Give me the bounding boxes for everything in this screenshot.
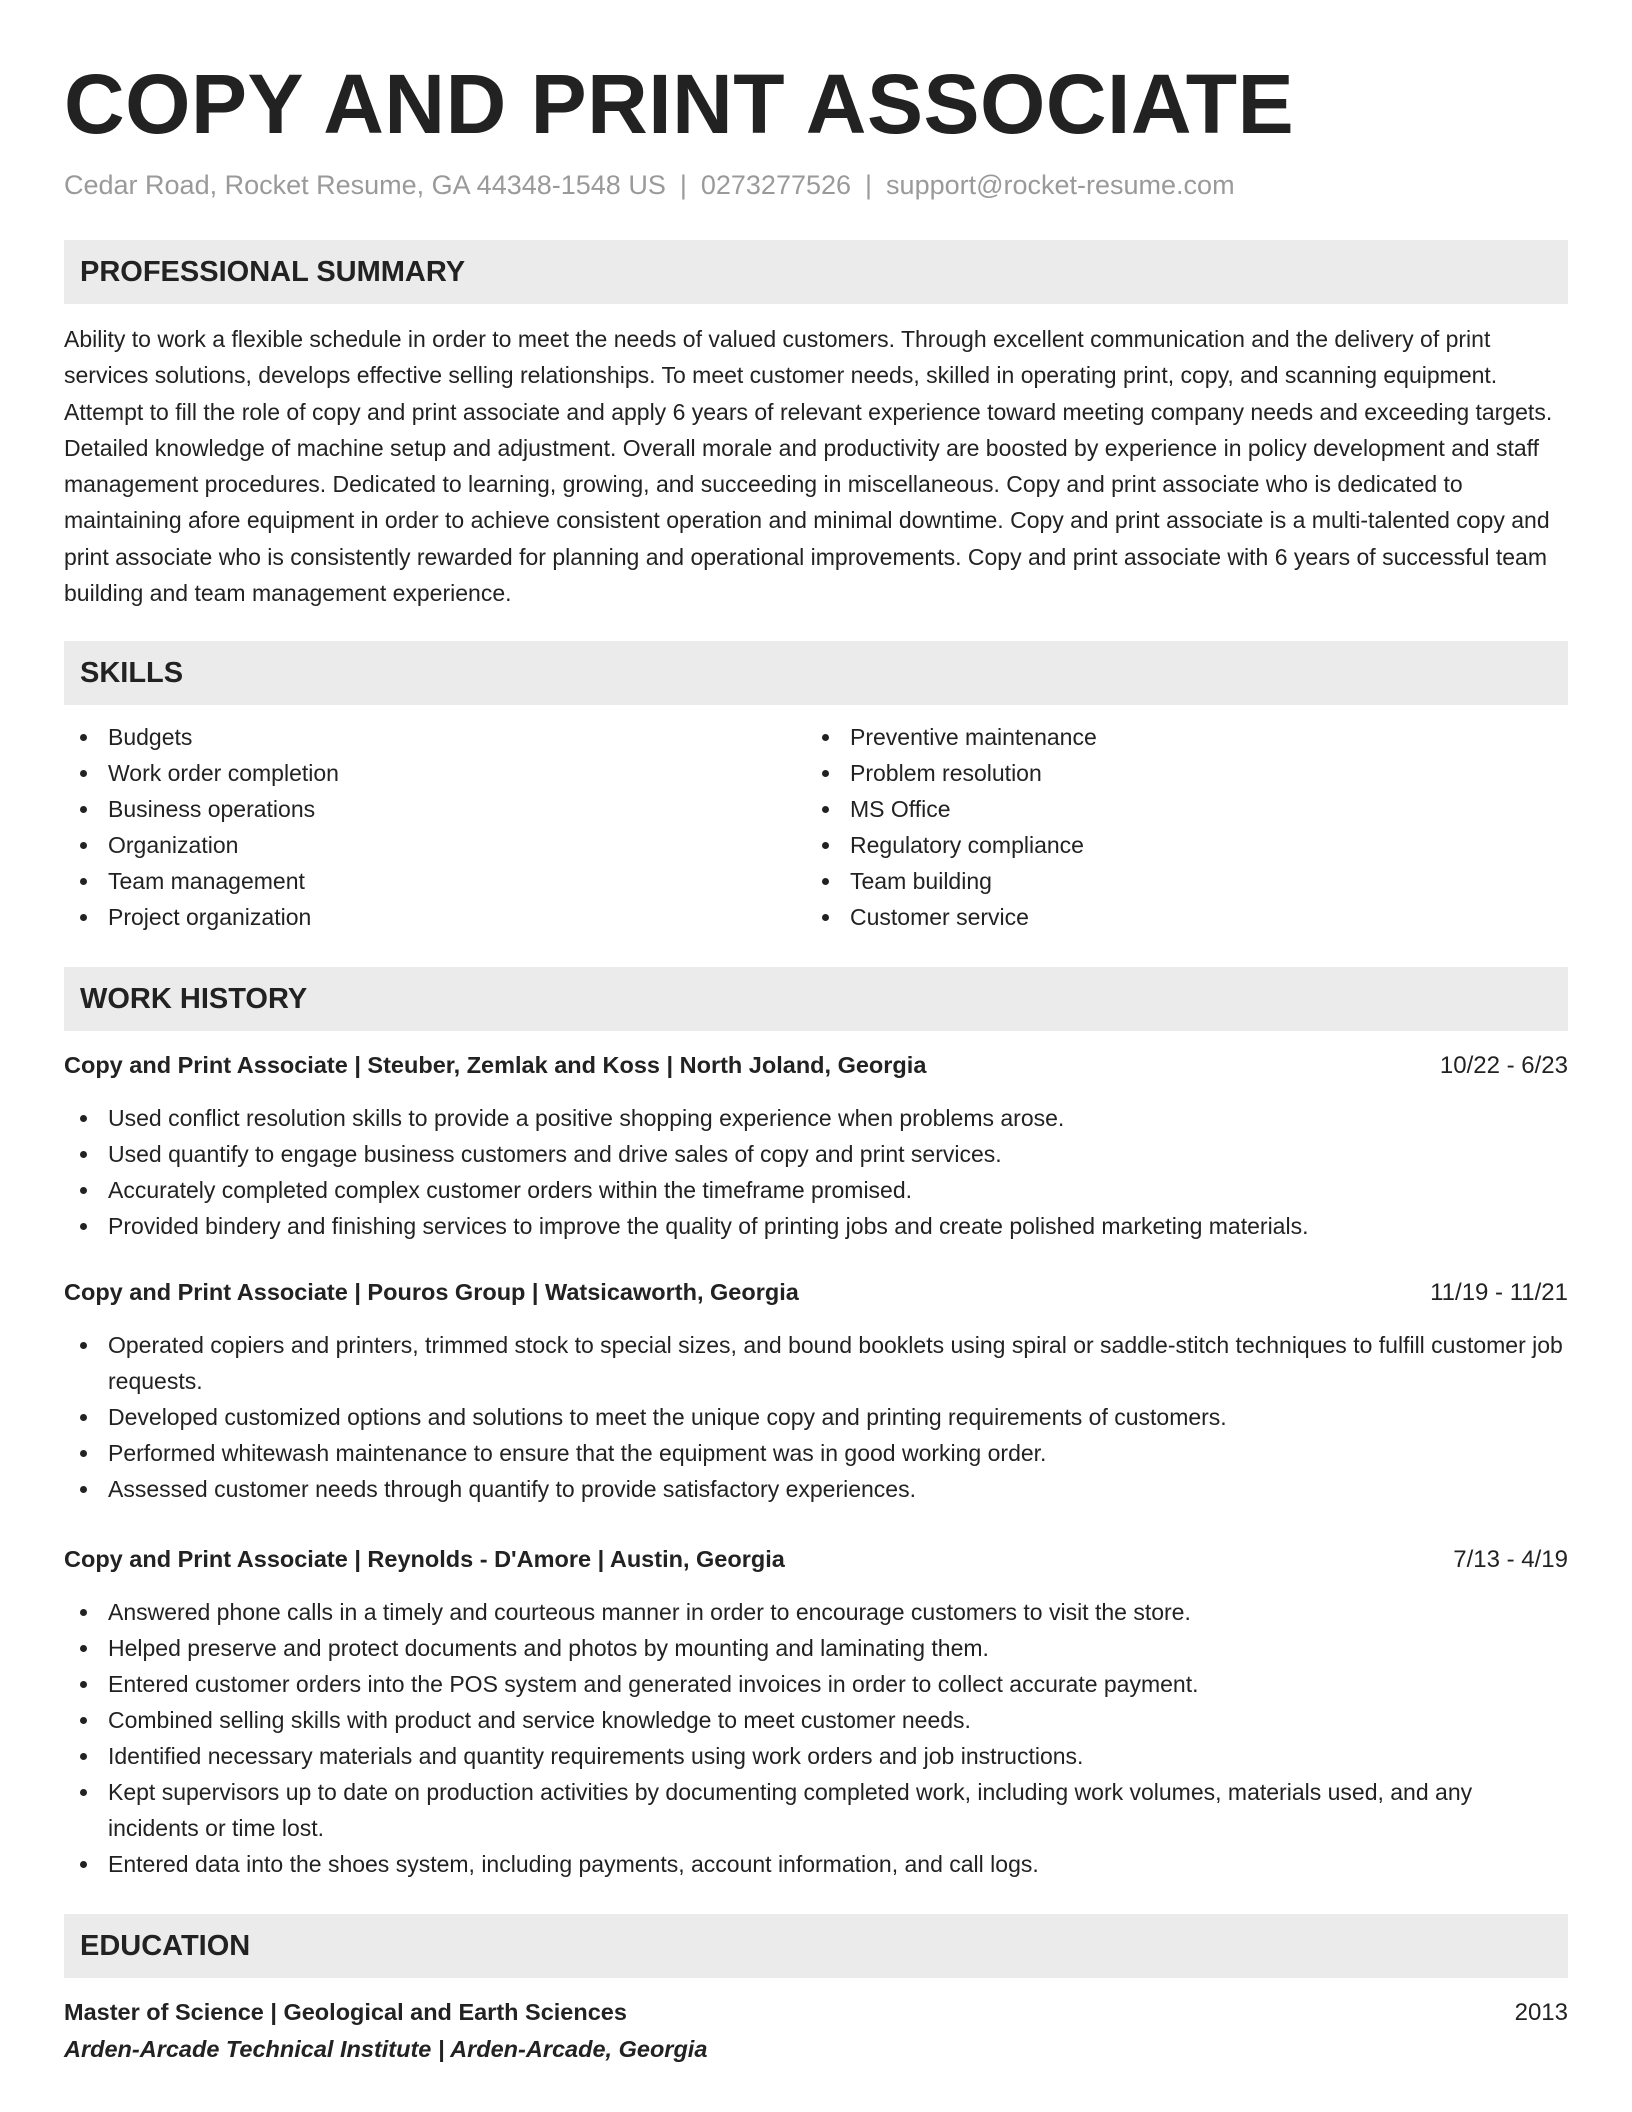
list-item: Entered customer orders into the POS system and generated invoices in order to collect accurate payment.	[64, 1666, 1568, 1702]
list-item: Team building	[806, 863, 1568, 899]
job-entry	[64, 1047, 1568, 1244]
list-item: Preventive maintenance	[806, 719, 1568, 755]
list-item: Organization	[64, 827, 806, 863]
list-item: Operated copiers and printers, trimmed stock to special sizes, and bound booklets using spiral or saddle-stitch techniques to fulfill customer job requests.	[64, 1327, 1568, 1399]
job-header	[64, 1274, 1568, 1311]
list-item: Answered phone calls in a timely and courteous manner in order to encourage customers to visit the store.	[64, 1594, 1568, 1630]
job-dates: 11/19 - 11/21	[1430, 1279, 1568, 1307]
list-item: Accurately completed complex customer orders within the timeframe promised.	[64, 1172, 1568, 1208]
list-item: Developed customized options and solutions to meet the unique copy and printing requirements of customers.	[64, 1399, 1568, 1435]
job-dates: 7/13 - 4/19	[1453, 1546, 1568, 1574]
education-year: 2013	[1514, 1999, 1568, 2027]
list-item: Problem resolution	[806, 755, 1568, 791]
list-item: Team management	[64, 863, 806, 899]
job-entry	[64, 1274, 1568, 1507]
job-bullets	[64, 1594, 1568, 1882]
list-item: Used conflict resolution skills to provide a positive shopping experience when problems arose.	[64, 1100, 1568, 1136]
job-title: Copy and Print Associate | Steuber, Zemlak and Koss | North Joland, Georgia	[64, 1052, 927, 1079]
work-heading: WORK HISTORY	[64, 967, 1568, 1031]
contact-separator: |	[679, 170, 687, 200]
job-bullets	[64, 1100, 1568, 1244]
list-item: Budgets	[64, 719, 806, 755]
list-item: Helped preserve and protect documents and photos by mounting and laminating them.	[64, 1630, 1568, 1666]
list-item: Identified necessary materials and quantity requirements using work orders and job instructions.	[64, 1738, 1568, 1774]
list-item: MS Office	[806, 791, 1568, 827]
job-dates: 10/22 - 6/23	[1439, 1052, 1568, 1080]
education-degree: Master of Science | Geological and Earth Sciences	[64, 1999, 627, 2026]
summary-heading: PROFESSIONAL SUMMARY	[64, 240, 1568, 304]
list-item: Business operations	[64, 791, 806, 827]
skills-column-right	[806, 719, 1568, 935]
list-item: Project organization	[64, 899, 806, 935]
contact-email: support@rocket-resume.com	[886, 170, 1235, 200]
skills-column-left	[64, 719, 806, 935]
summary-text: Ability to work a flexible schedule in order to meet the needs of valued customers. Through excellent communication and the delivery of print services solutions, develops effective selling relationships. To meet customer needs, skilled in operating print, copy, and scanning equipment. Attempt to fill the role of copy and print associate and apply 6 years of relevant experience toward meeting company needs and exceeding targets. Detailed knowledge of machine setup and adjustment. Overall morale and productivity are boosted by experience in policy development and staff management procedures. Dedicated to learning, growing, and succeeding in miscellaneous. Copy and print associate who is dedicated to maintaining afore equipment in order to achieve consistent operation and minimal downtime. Copy and print associate is a multi-talented copy and print associate who is consistently rewarded for planning and operational improvements. Copy and print associate with 6 years of successful team building and team management experience.	[64, 326, 1553, 607]
list-item: Performed whitewash maintenance to ensure that the equipment was in good working order.	[64, 1435, 1568, 1471]
list-item: Entered data into the shoes system, including payments, account information, and call logs.	[64, 1846, 1568, 1882]
list-item: Used quantify to engage business customers and drive sales of copy and print services.	[64, 1136, 1568, 1172]
contact-phone: 0273277526	[700, 170, 852, 200]
job-title: Copy and Print Associate | Pouros Group | Watsicaworth, Georgia	[64, 1279, 799, 1306]
contact-line	[64, 168, 1568, 202]
list-item: Work order completion	[64, 755, 806, 791]
work-history-list	[64, 1047, 1568, 1882]
resume-name: COPY AND PRINT ASSOCIATE	[64, 57, 1295, 151]
contact-address: Cedar Road, Rocket Resume, GA 44348-1548 US	[64, 170, 666, 200]
education-heading: EDUCATION	[64, 1914, 1568, 1978]
job-header	[64, 1047, 1568, 1084]
list-item: Kept supervisors up to date on production activities by documenting completed work, including work volumes, materials used, and any incidents or time lost.	[64, 1774, 1568, 1846]
skills-list	[64, 719, 1568, 935]
education-school: Arden-Arcade Technical Institute | Arden-Arcade, Georgia	[64, 2036, 708, 2063]
contact-separator: |	[865, 170, 873, 200]
list-item: Customer service	[806, 899, 1568, 935]
skills-heading: SKILLS	[64, 641, 1568, 705]
job-title: Copy and Print Associate | Reynolds - D'Amore | Austin, Georgia	[64, 1546, 785, 1573]
list-item: Regulatory compliance	[806, 827, 1568, 863]
list-item: Combined selling skills with product and service knowledge to meet customer needs.	[64, 1702, 1568, 1738]
list-item: Assessed customer needs through quantify to provide satisfactory experiences.	[64, 1471, 1568, 1507]
job-entry	[64, 1541, 1568, 1882]
education-entry	[64, 1994, 1568, 2031]
job-header	[64, 1541, 1568, 1578]
list-item: Provided bindery and finishing services to improve the quality of printing jobs and create polished marketing materials.	[64, 1208, 1568, 1244]
job-bullets	[64, 1327, 1568, 1507]
